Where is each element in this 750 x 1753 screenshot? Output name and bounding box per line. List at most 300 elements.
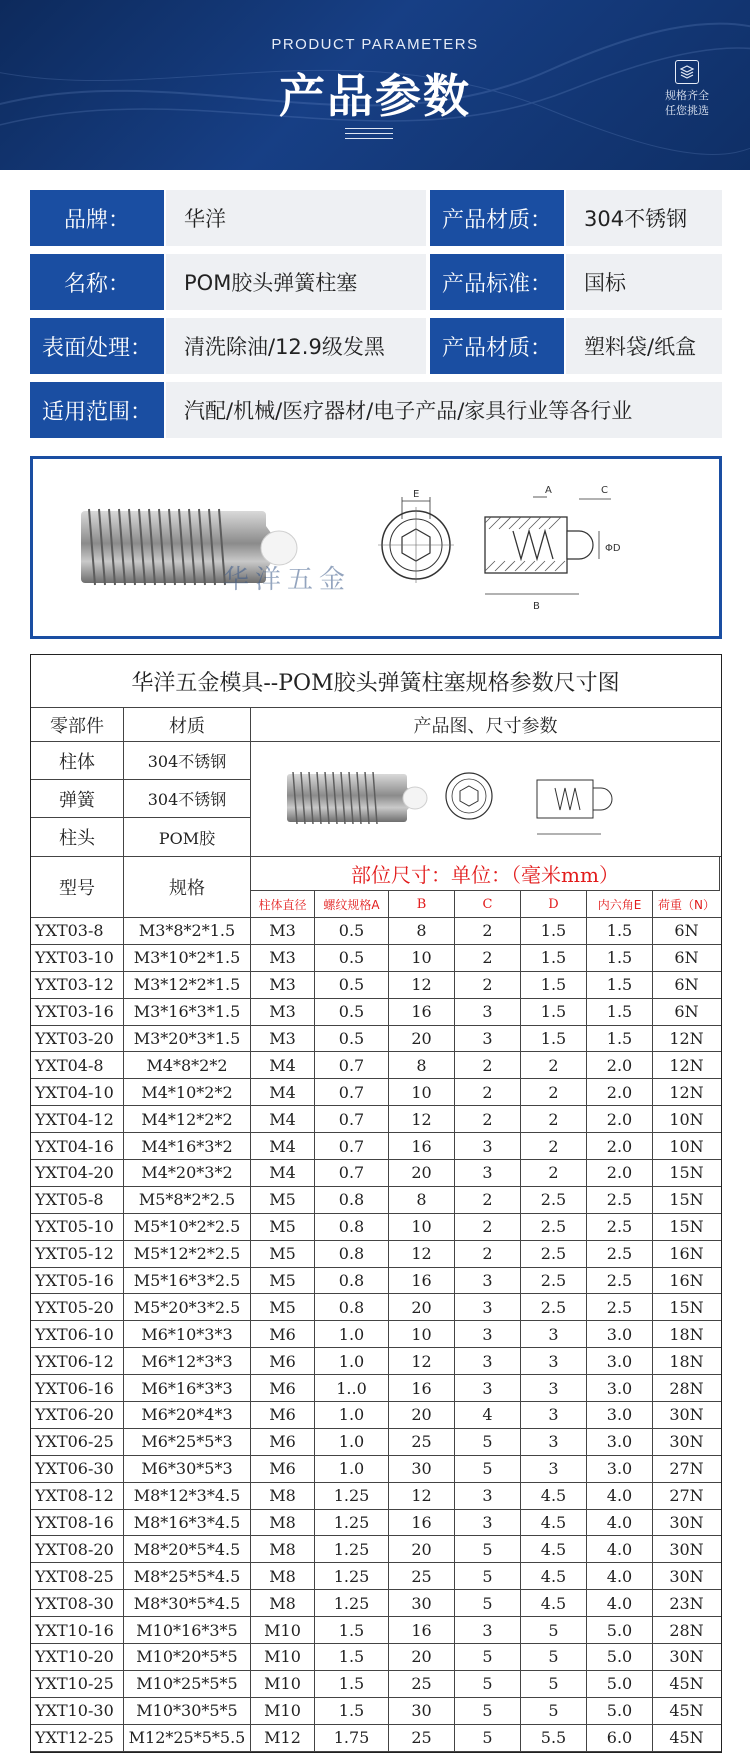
hex-cell: 4.0 bbox=[587, 1590, 653, 1616]
b-cell: 30 bbox=[389, 1456, 455, 1482]
spec-cell: M10*20*5*5 bbox=[124, 1644, 251, 1670]
d-cell: 3 bbox=[521, 1429, 587, 1455]
brand-label: 品牌： bbox=[30, 190, 164, 246]
c-cell: 5 bbox=[455, 1671, 521, 1697]
thread-cell: 0.7 bbox=[315, 1106, 389, 1132]
b-cell: 8 bbox=[389, 1052, 455, 1078]
diameter-cell: M5 bbox=[251, 1241, 315, 1267]
diameter-cell: M6 bbox=[251, 1348, 315, 1374]
d-cell: 2 bbox=[521, 1133, 587, 1159]
model-cell: YXT05-12 bbox=[31, 1241, 124, 1267]
load-cell: 15N bbox=[669, 1190, 704, 1210]
b-cell: 10 bbox=[389, 1321, 455, 1347]
name-value: POM胶头弹簧柱塞 bbox=[166, 254, 426, 310]
spec-cell: M4*20*3*2 bbox=[124, 1160, 251, 1186]
spec-cell: M5*8*2*2.5 bbox=[124, 1187, 251, 1213]
diameter-cell: M5 bbox=[251, 1268, 315, 1294]
thread-cell: 1.5 bbox=[315, 1644, 389, 1670]
load-cell: 30N bbox=[669, 1513, 704, 1533]
diameter-cell: M6 bbox=[251, 1456, 315, 1482]
thread-cell: 0.8 bbox=[315, 1187, 389, 1213]
d-cell: 5.5 bbox=[521, 1725, 587, 1751]
load-cell: 30N bbox=[669, 1539, 704, 1559]
diameter-cell: M5 bbox=[251, 1294, 315, 1320]
thread-cell: 0.7 bbox=[315, 1160, 389, 1186]
diameter-cell: M4 bbox=[251, 1160, 315, 1186]
table-row bbox=[31, 972, 721, 999]
hex-cell: 2.5 bbox=[587, 1241, 653, 1267]
c-cell: 5 bbox=[455, 1456, 521, 1482]
b-cell: 12 bbox=[389, 972, 455, 998]
table-row bbox=[31, 1725, 721, 1752]
table-row bbox=[31, 1671, 721, 1698]
header-subtitle: PRODUCT PARAMETERS bbox=[271, 36, 479, 53]
hex-cell: 5.0 bbox=[587, 1617, 653, 1643]
table-row bbox=[31, 1187, 721, 1214]
diameter-cell: M4 bbox=[251, 1052, 315, 1078]
c-cell: 2 bbox=[455, 1214, 521, 1240]
hex-cell: 1.5 bbox=[587, 918, 653, 944]
thread-cell: 1.5 bbox=[315, 1671, 389, 1697]
d-cell: 5 bbox=[521, 1644, 587, 1670]
hex-cell: 2.5 bbox=[587, 1294, 653, 1320]
parts-section bbox=[31, 708, 721, 857]
c-cell: 5 bbox=[455, 1644, 521, 1670]
thread-cell: 1.5 bbox=[315, 1698, 389, 1724]
d-cell: 4.5 bbox=[521, 1590, 587, 1616]
table-row bbox=[31, 1160, 721, 1187]
b-cell: 16 bbox=[389, 1375, 455, 1401]
spec-cell: M5*20*3*2.5 bbox=[124, 1294, 251, 1320]
c-cell: 3 bbox=[455, 1294, 521, 1320]
table-row bbox=[31, 1429, 721, 1456]
hex-cell: 2.0 bbox=[587, 1106, 653, 1132]
b-cell: 10 bbox=[389, 945, 455, 971]
model-cell: YXT06-20 bbox=[31, 1402, 124, 1428]
hex-cell: 2.0 bbox=[587, 1133, 653, 1159]
diameter-cell: M10 bbox=[251, 1671, 315, 1697]
b-cell: 25 bbox=[389, 1429, 455, 1455]
table-row bbox=[31, 1456, 721, 1483]
page-header bbox=[0, 0, 750, 170]
spec-cell: M8*12*3*4.5 bbox=[124, 1483, 251, 1509]
load-cell: 27N bbox=[669, 1459, 704, 1479]
diameter-cell: M8 bbox=[251, 1536, 315, 1562]
d-cell: 3 bbox=[521, 1375, 587, 1401]
model-cell: YXT06-10 bbox=[31, 1321, 124, 1347]
hex-cell: 1.5 bbox=[587, 945, 653, 971]
d-cell: 1.5 bbox=[521, 945, 587, 971]
load-cell: 12N bbox=[669, 1082, 704, 1102]
b-cell: 16 bbox=[389, 1617, 455, 1643]
thread-cell: 1.25 bbox=[315, 1536, 389, 1562]
thread-cell: 1.25 bbox=[315, 1563, 389, 1589]
b-cell: 20 bbox=[389, 1026, 455, 1052]
spec-cell: M8*16*3*4.5 bbox=[124, 1510, 251, 1536]
c-cell: 5 bbox=[455, 1536, 521, 1562]
c-cell: 2 bbox=[455, 945, 521, 971]
load-cell: 18N bbox=[669, 1324, 704, 1344]
c-cell: 3 bbox=[455, 1321, 521, 1347]
d-cell: 5 bbox=[521, 1617, 587, 1643]
load-cell: 30N bbox=[669, 1647, 704, 1667]
column-header-section bbox=[31, 857, 721, 918]
packaging-label: 产品材质： bbox=[430, 318, 564, 374]
diameter-cell: M10 bbox=[251, 1644, 315, 1670]
thread-cell: 0.8 bbox=[315, 1294, 389, 1320]
part-name: 柱体 bbox=[31, 742, 124, 779]
model-cell: YXT10-30 bbox=[31, 1698, 124, 1724]
d-cell: 2 bbox=[521, 1106, 587, 1132]
load-cell: 15N bbox=[669, 1163, 704, 1183]
c-cell: 2 bbox=[455, 1187, 521, 1213]
spec-cell: M10*25*5*5 bbox=[124, 1671, 251, 1697]
scope-label: 适用范围： bbox=[30, 382, 164, 438]
spec-title: 华洋五金模具--POM胶头弹簧柱塞规格参数尺寸图 bbox=[131, 670, 620, 696]
d-cell: 2 bbox=[521, 1160, 587, 1186]
spec-cell: M4*12*2*2 bbox=[124, 1106, 251, 1132]
model-cell: YXT08-20 bbox=[31, 1536, 124, 1562]
drawing-label-d: ΦD bbox=[605, 543, 621, 554]
material-header: 材质 bbox=[169, 715, 205, 737]
load-cell: 28N bbox=[669, 1620, 704, 1640]
load-cell: 45N bbox=[669, 1701, 704, 1721]
table-row bbox=[31, 918, 721, 945]
thread-cell: 0.8 bbox=[315, 1241, 389, 1267]
d-cell: 4.5 bbox=[521, 1483, 587, 1509]
table-row bbox=[31, 1644, 721, 1671]
thread-cell: 1.25 bbox=[315, 1510, 389, 1536]
hex-cell: 3.0 bbox=[587, 1402, 653, 1428]
d-cell: 2 bbox=[521, 1079, 587, 1105]
table-row bbox=[31, 1510, 721, 1537]
b-cell: 10 bbox=[389, 1079, 455, 1105]
thread-cell: 1.25 bbox=[315, 1483, 389, 1509]
spec-cell: M5*16*3*2.5 bbox=[124, 1268, 251, 1294]
spec-cell: M3*20*3*1.5 bbox=[124, 1026, 251, 1052]
d-cell: 2 bbox=[521, 1052, 587, 1078]
product-illustration bbox=[33, 459, 719, 636]
part-row bbox=[31, 818, 250, 856]
model-cell: YXT03-12 bbox=[31, 972, 124, 998]
c-cell: 2 bbox=[455, 1106, 521, 1132]
standard-value: 国标 bbox=[566, 254, 722, 310]
table-row bbox=[31, 1106, 721, 1133]
spec-cell: M10*16*3*5 bbox=[124, 1617, 251, 1643]
diameter-cell: M3 bbox=[251, 945, 315, 971]
c-cell: 3 bbox=[455, 1617, 521, 1643]
spec-cell: M4*16*3*2 bbox=[124, 1133, 251, 1159]
thread-cell: 0.5 bbox=[315, 918, 389, 944]
d-cell: 2.5 bbox=[521, 1294, 587, 1320]
attr-row-scope bbox=[30, 382, 722, 438]
col-header-hex: 内六角E bbox=[587, 891, 653, 917]
load-cell: 6N bbox=[674, 921, 699, 941]
hex-cell: 4.0 bbox=[587, 1510, 653, 1536]
load-cell: 6N bbox=[674, 975, 699, 995]
b-cell: 16 bbox=[389, 1268, 455, 1294]
b-cell: 20 bbox=[389, 1536, 455, 1562]
table-row bbox=[31, 1402, 721, 1429]
col-header-d: D bbox=[521, 891, 587, 917]
thread-cell: 0.5 bbox=[315, 999, 389, 1025]
b-cell: 20 bbox=[389, 1294, 455, 1320]
c-cell: 2 bbox=[455, 1052, 521, 1078]
diameter-cell: M4 bbox=[251, 1079, 315, 1105]
diameter-cell: M3 bbox=[251, 1026, 315, 1052]
b-cell: 12 bbox=[389, 1241, 455, 1267]
attr-row-name bbox=[30, 254, 722, 310]
name-label: 名称： bbox=[30, 254, 164, 310]
hex-cell: 4.0 bbox=[587, 1536, 653, 1562]
b-cell: 16 bbox=[389, 1510, 455, 1536]
c-cell: 5 bbox=[455, 1590, 521, 1616]
hex-cell: 5.0 bbox=[587, 1644, 653, 1670]
load-cell: 15N bbox=[669, 1217, 704, 1237]
model-cell: YXT03-10 bbox=[31, 945, 124, 971]
brand-watermark: 华洋五金 bbox=[223, 565, 352, 595]
thread-cell: 0.7 bbox=[315, 1079, 389, 1105]
spec-cell: M3*8*2*1.5 bbox=[124, 918, 251, 944]
table-row bbox=[31, 1079, 721, 1106]
b-cell: 30 bbox=[389, 1590, 455, 1616]
c-cell: 3 bbox=[455, 1348, 521, 1374]
load-cell: 18N bbox=[669, 1351, 704, 1371]
b-cell: 20 bbox=[389, 1402, 455, 1428]
b-cell: 12 bbox=[389, 1348, 455, 1374]
load-cell: 16N bbox=[669, 1244, 704, 1264]
model-cell: YXT03-8 bbox=[31, 918, 124, 944]
spec-cell: M4*10*2*2 bbox=[124, 1079, 251, 1105]
spec-table bbox=[30, 654, 722, 1753]
spec-cell: M6*10*3*3 bbox=[124, 1321, 251, 1347]
diameter-cell: M4 bbox=[251, 1106, 315, 1132]
d-cell: 4.5 bbox=[521, 1536, 587, 1562]
c-cell: 3 bbox=[455, 1510, 521, 1536]
model-cell: YXT04-12 bbox=[31, 1106, 124, 1132]
diameter-cell: M3 bbox=[251, 918, 315, 944]
spec-cell: M5*10*2*2.5 bbox=[124, 1214, 251, 1240]
packaging-value: 塑料袋/纸盒 bbox=[566, 318, 722, 374]
hex-cell: 4.0 bbox=[587, 1563, 653, 1589]
thread-cell: 1.0 bbox=[315, 1402, 389, 1428]
table-row bbox=[31, 1133, 721, 1160]
hex-cell: 5.0 bbox=[587, 1671, 653, 1697]
table-row bbox=[31, 1241, 721, 1268]
load-cell: 10N bbox=[669, 1109, 704, 1129]
thread-cell: 0.5 bbox=[315, 1026, 389, 1052]
scope-value: 汽配/机械/医疗器材/电子产品/家具行业等各行业 bbox=[166, 382, 722, 438]
c-cell: 5 bbox=[455, 1429, 521, 1455]
spec-cell: M10*30*5*5 bbox=[124, 1698, 251, 1724]
col-header-diameter: 柱体直径 bbox=[251, 891, 315, 917]
surface-value: 清洗除油/12.9级发黑 bbox=[166, 318, 426, 374]
diameter-cell: M3 bbox=[251, 999, 315, 1025]
model-cell: YXT06-12 bbox=[31, 1348, 124, 1374]
d-cell: 2.5 bbox=[521, 1241, 587, 1267]
model-cell: YXT08-30 bbox=[31, 1590, 124, 1616]
model-cell: YXT04-16 bbox=[31, 1133, 124, 1159]
d-cell: 5 bbox=[521, 1698, 587, 1724]
table-row bbox=[31, 1268, 721, 1295]
model-cell: YXT08-16 bbox=[31, 1510, 124, 1536]
b-cell: 16 bbox=[389, 1133, 455, 1159]
table-row bbox=[31, 1214, 721, 1241]
load-cell: 6N bbox=[674, 1002, 699, 1022]
part-material: POM胶 bbox=[158, 828, 216, 848]
col-header-load: 荷重（N） bbox=[658, 897, 715, 912]
hex-cell: 2.5 bbox=[587, 1187, 653, 1213]
diagram-header: 产品图、尺寸参数 bbox=[413, 715, 558, 737]
diameter-cell: M3 bbox=[251, 972, 315, 998]
c-cell: 3 bbox=[455, 1268, 521, 1294]
title-underline bbox=[345, 128, 393, 143]
part-name: 柱头 bbox=[31, 818, 124, 856]
hex-cell: 3.0 bbox=[587, 1456, 653, 1482]
model-cell: YXT10-20 bbox=[31, 1644, 124, 1670]
d-cell: 2.5 bbox=[521, 1187, 587, 1213]
hex-cell: 6.0 bbox=[587, 1725, 653, 1751]
spec-header: 规格 bbox=[124, 857, 251, 917]
brand-value: 华洋 bbox=[166, 190, 426, 246]
d-cell: 2.5 bbox=[521, 1268, 587, 1294]
part-row bbox=[31, 780, 250, 818]
diameter-cell: M12 bbox=[251, 1725, 315, 1751]
spec-cell: M8*25*5*4.5 bbox=[124, 1563, 251, 1589]
d-cell: 4.5 bbox=[521, 1563, 587, 1589]
thread-cell: 1.0 bbox=[315, 1348, 389, 1374]
hex-cell: 3.0 bbox=[587, 1321, 653, 1347]
parts-header: 零部件 bbox=[31, 708, 124, 741]
d-cell: 1.5 bbox=[521, 999, 587, 1025]
diameter-cell: M10 bbox=[251, 1698, 315, 1724]
model-cell: YXT05-16 bbox=[31, 1268, 124, 1294]
hex-cell: 4.0 bbox=[587, 1483, 653, 1509]
b-cell: 12 bbox=[389, 1483, 455, 1509]
material-label: 产品材质： bbox=[430, 190, 564, 246]
hex-cell: 3.0 bbox=[587, 1348, 653, 1374]
table-row bbox=[31, 1348, 721, 1375]
d-cell: 1.5 bbox=[521, 1026, 587, 1052]
d-cell: 3 bbox=[521, 1402, 587, 1428]
load-cell: 10N bbox=[669, 1136, 704, 1156]
b-cell: 8 bbox=[389, 918, 455, 944]
table-row bbox=[31, 1617, 721, 1644]
material-value: 304不锈钢 bbox=[566, 190, 722, 246]
model-cell: YXT04-20 bbox=[31, 1160, 124, 1186]
surface-label: 表面处理： bbox=[30, 318, 164, 374]
thread-cell: 1.0 bbox=[315, 1321, 389, 1347]
load-cell: 30N bbox=[669, 1405, 704, 1425]
thread-cell: 1..0 bbox=[315, 1375, 389, 1401]
model-header: 型号 bbox=[31, 857, 124, 917]
spec-cell: M6*25*5*3 bbox=[124, 1429, 251, 1455]
hex-cell: 2.0 bbox=[587, 1079, 653, 1105]
c-cell: 3 bbox=[455, 1133, 521, 1159]
table-row bbox=[31, 1590, 721, 1617]
diameter-cell: M6 bbox=[251, 1321, 315, 1347]
spec-cell: M6*16*3*3 bbox=[124, 1375, 251, 1401]
b-cell: 25 bbox=[389, 1563, 455, 1589]
thread-cell: 0.7 bbox=[315, 1052, 389, 1078]
thread-cell: 1.0 bbox=[315, 1429, 389, 1455]
c-cell: 3 bbox=[455, 1483, 521, 1509]
load-cell: 45N bbox=[669, 1674, 704, 1694]
table-row bbox=[31, 945, 721, 972]
part-name: 弹簧 bbox=[31, 780, 124, 817]
unit-note: 部位尺寸：单位：（毫米mm） bbox=[251, 857, 720, 891]
thread-cell: 1.25 bbox=[315, 1590, 389, 1616]
table-row bbox=[31, 1563, 721, 1590]
spec-badge bbox=[652, 60, 722, 118]
c-cell: 2 bbox=[455, 918, 521, 944]
col-header-thread: 螺纹规格A bbox=[315, 891, 389, 917]
spec-cell: M3*12*2*1.5 bbox=[124, 972, 251, 998]
part-row bbox=[31, 742, 250, 780]
thread-cell: 1.0 bbox=[315, 1456, 389, 1482]
c-cell: 3 bbox=[455, 999, 521, 1025]
spec-cell: M8*20*5*4.5 bbox=[124, 1536, 251, 1562]
b-cell: 8 bbox=[389, 1187, 455, 1213]
spec-cell: M3*16*3*1.5 bbox=[124, 999, 251, 1025]
table-row bbox=[31, 999, 721, 1026]
c-cell: 3 bbox=[455, 1375, 521, 1401]
spec-cell: M12*25*5*5.5 bbox=[124, 1725, 251, 1751]
hex-cell: 1.5 bbox=[587, 1026, 653, 1052]
thread-cell: 1.75 bbox=[315, 1725, 389, 1751]
thread-cell: 0.8 bbox=[315, 1214, 389, 1240]
badge-line-2: 任您挑选 bbox=[665, 104, 709, 117]
diameter-cell: M5 bbox=[251, 1214, 315, 1240]
load-cell: 30N bbox=[669, 1566, 704, 1586]
table-row bbox=[31, 1483, 721, 1510]
model-cell: YXT08-25 bbox=[31, 1563, 124, 1589]
diameter-cell: M4 bbox=[251, 1133, 315, 1159]
d-cell: 5 bbox=[521, 1671, 587, 1697]
hex-cell: 2.5 bbox=[587, 1214, 653, 1240]
model-cell: YXT06-16 bbox=[31, 1375, 124, 1401]
thread-cell: 0.5 bbox=[315, 972, 389, 998]
d-cell: 3 bbox=[521, 1348, 587, 1374]
load-cell: 23N bbox=[669, 1593, 704, 1613]
thread-cell: 0.7 bbox=[315, 1133, 389, 1159]
diameter-cell: M5 bbox=[251, 1187, 315, 1213]
thread-cell: 1.5 bbox=[315, 1617, 389, 1643]
c-cell: 4 bbox=[455, 1402, 521, 1428]
load-cell: 27N bbox=[669, 1486, 704, 1506]
layers-icon bbox=[675, 60, 699, 84]
attr-row-surface bbox=[30, 318, 722, 374]
model-cell: YXT03-16 bbox=[31, 999, 124, 1025]
drawing-label-e: E bbox=[413, 489, 420, 500]
model-cell: YXT05-10 bbox=[31, 1214, 124, 1240]
load-cell: 6N bbox=[674, 948, 699, 968]
diameter-cell: M8 bbox=[251, 1510, 315, 1536]
badge-line-1: 规格齐全 bbox=[665, 89, 709, 102]
load-cell: 28N bbox=[669, 1378, 704, 1398]
load-cell: 45N bbox=[669, 1728, 704, 1748]
d-cell: 3 bbox=[521, 1321, 587, 1347]
c-cell: 3 bbox=[455, 1026, 521, 1052]
model-cell: YXT06-25 bbox=[31, 1429, 124, 1455]
d-cell: 1.5 bbox=[521, 918, 587, 944]
model-cell: YXT06-30 bbox=[31, 1456, 124, 1482]
b-cell: 30 bbox=[389, 1698, 455, 1724]
standard-label: 产品标准： bbox=[430, 254, 564, 310]
hex-cell: 2.0 bbox=[587, 1052, 653, 1078]
spec-cell: M6*12*3*3 bbox=[124, 1348, 251, 1374]
model-cell: YXT10-16 bbox=[31, 1617, 124, 1643]
